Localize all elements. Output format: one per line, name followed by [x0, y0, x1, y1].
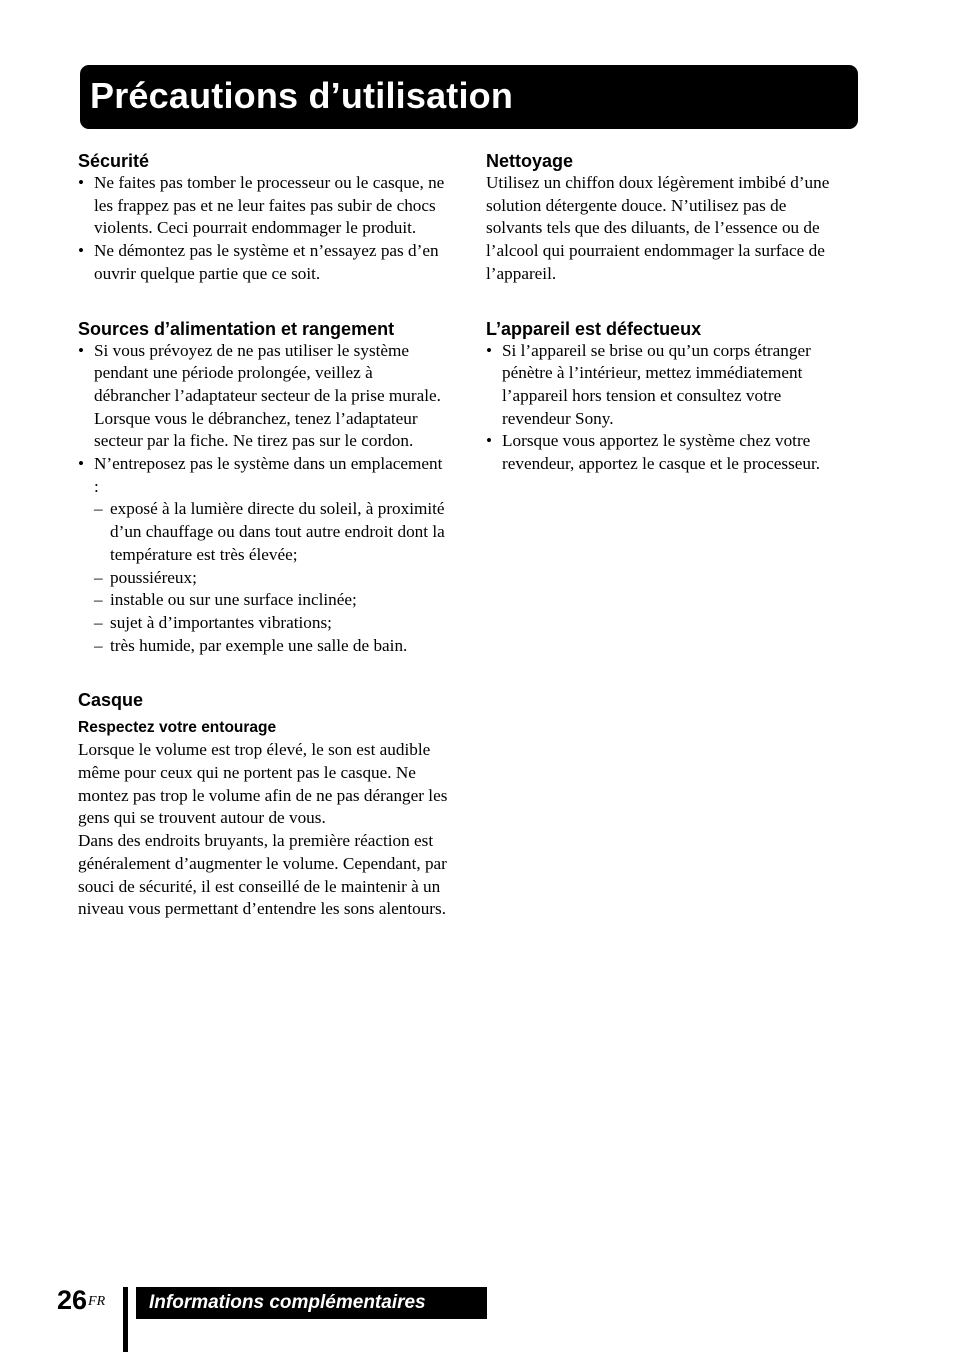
- casque-paragraph-1: Lorsque le volume est trop élevé, le son est audible même pour ceux qui ne portent pas le casque. Ne montez pas trop le volume afin de ne pas déranger les gens qui se trouvent autour de vous.: [78, 740, 448, 828]
- dash-item-text: poussiéreux;: [110, 567, 197, 587]
- dash-mark: –: [94, 567, 103, 587]
- section-defectueux: [486, 316, 842, 476]
- list-item: [486, 430, 842, 475]
- securite-list: [78, 172, 450, 286]
- bullet-mark: •: [486, 340, 493, 360]
- dash-item: [94, 498, 450, 566]
- section-nettoyage: [486, 148, 842, 286]
- dash-item-text: exposé à la lumière directe du soleil, à proximité d’un chauffage ou dans tout autre endroit dont la température est très élevée;: [110, 499, 445, 564]
- left-column: [78, 148, 450, 935]
- footer-divider: [123, 1287, 128, 1352]
- bullet-mark: •: [78, 241, 85, 261]
- list-item-text: Ne démontez pas le système et n’essayez pas d’en ouvrir quelque partie que ce soit.: [94, 241, 439, 283]
- list-item: [78, 453, 450, 657]
- section-tab: Informations complémentaires: [136, 1287, 487, 1319]
- dash-item-text: sujet à d’importantes vibrations;: [110, 612, 332, 632]
- list-item: [78, 240, 450, 285]
- dash-mark: –: [94, 590, 103, 610]
- list-item: [78, 340, 450, 454]
- list-item: [78, 172, 450, 240]
- list-item-text: Ne faites pas tomber le processeur ou le casque, ne les frappez pas et ne leur faites pas subir de chocs violents. Ceci pourrait endommager le produit.: [94, 173, 445, 238]
- section-securite: [78, 148, 450, 286]
- dash-mark: –: [94, 499, 103, 519]
- storage-conditions-list: [94, 498, 450, 657]
- sources-list: [78, 340, 450, 658]
- dash-item: [94, 589, 450, 612]
- defectueux-list: [486, 340, 842, 476]
- section-casque: [78, 687, 450, 921]
- list-item-text: Si vous prévoyez de ne pas utiliser le système pendant une période prolongée, veillez à débrancher l’adaptateur secteur de la prise murale. Lorsque vous le débranchez, tenez l’adaptateur secteur par la fiche. Ne tirez pas sur le cordon.: [94, 340, 441, 451]
- dash-item: [94, 567, 450, 590]
- title-banner: [80, 65, 858, 129]
- section-heading-casque: Casque: [78, 690, 144, 711]
- page-title: Précautions d’utilisation: [90, 75, 514, 116]
- section-heading-securite: Sécurité: [78, 151, 150, 171]
- list-item-text: Si l’appareil se brise ou qu’un corps étranger pénètre à l’intérieur, mettez immédiatement l’appareil hors tension et consultez votre revendeur Sony.: [502, 340, 811, 428]
- bullet-mark: •: [486, 431, 493, 451]
- dash-item-text: instable ou sur une surface inclinée;: [110, 590, 357, 610]
- dash-mark: –: [94, 612, 103, 632]
- language-suffix: FR: [88, 1294, 106, 1309]
- dash-item-text: très humide, par exemple une salle de bain.: [110, 635, 408, 655]
- dash-item: [94, 612, 450, 635]
- section-heading-defectueux: L’appareil est défectueux: [486, 318, 702, 339]
- section-heading-nettoyage: Nettoyage: [486, 151, 574, 171]
- right-column: [486, 148, 842, 490]
- list-item: [486, 340, 842, 431]
- bullet-mark: •: [78, 454, 85, 474]
- page-number-value: 26: [57, 1285, 88, 1315]
- dash-mark: –: [94, 635, 103, 655]
- section-heading-sources: Sources d’alimentation et rangement: [78, 318, 395, 339]
- bullet-mark: •: [78, 340, 85, 360]
- bullet-mark: •: [78, 173, 85, 192]
- page-number: [57, 1283, 105, 1317]
- section-sources: [78, 316, 450, 658]
- nettoyage-paragraph: Utilisez un chiffon doux légèrement imbibé d’une solution détergente douce. N’utilisez pas de solvants tels que des diluants, de l’essence ou de l’alcool qui pourraient endommager la surface de l’appareil.: [486, 173, 830, 283]
- dash-item: [94, 635, 450, 658]
- list-item-text: Lorsque vous apportez le système chez votre revendeur, apportez le casque et le processeur.: [502, 431, 821, 474]
- list-item-text: N’entreposez pas le système dans un emplacement :: [94, 454, 443, 496]
- casque-paragraph-2: Dans des endroits bruyants, la première réaction est généralement d’augmenter le volume. Cependant, par souci de sécurité, il est conseillé de le maintenir à un niveau vous permettant d’entendre les sons alentours.: [78, 831, 447, 919]
- subheading-entourage: Respectez votre entourage: [78, 719, 277, 737]
